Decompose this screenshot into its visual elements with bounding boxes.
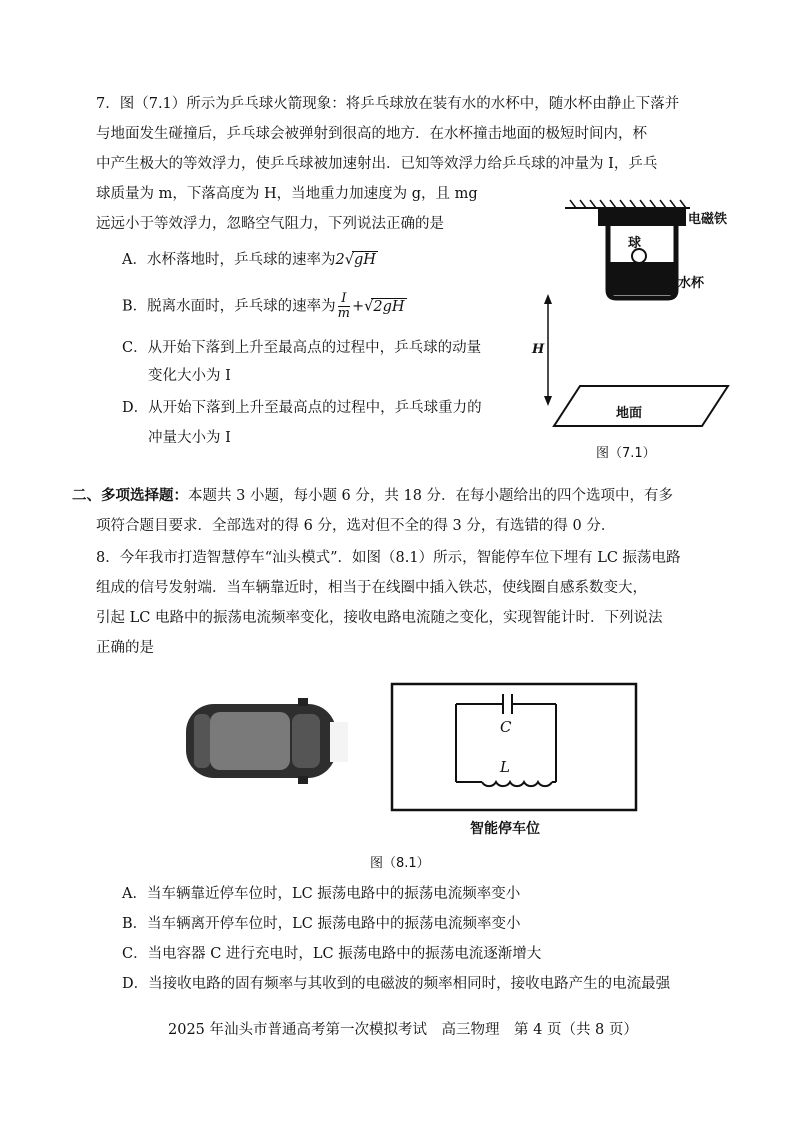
q7-option-a-radicand: gH [353,252,376,268]
q7-line-2: 与地面发生碰撞后，乒乓球会被弹射到很高的地方．在水杯撞击地面的极短时间内，杯 [96,126,647,142]
q7-option-a-coef: 2 [335,252,345,268]
q7-option-c-line-2: 变化大小为 I [148,368,231,384]
parking-slot-figure [390,682,640,822]
q7-option-b-denominator: m [337,306,350,321]
page-footer: 2025 年汕头市普通高考第一次模拟考试 高三物理 第 4 页（共 8 页） [168,1022,638,1038]
q8-option-a: A．当车辆靠近停车位时，LC 振荡电路中的振荡电流频率变小 [122,886,521,902]
q7-option-b-radicand: 2gH [373,298,405,315]
ground-label: 地面 [616,406,643,421]
q8-line-1: 8．今年我市打造智慧停车“汕头模式”．如图（8.1）所示，智能停车位下埋有 LC 振荡电路 [96,550,681,566]
ball-shape [632,249,646,263]
q8-line-3: 引起 LC 电路中的振荡电流频率变化，接收电路电流随之变化，实现智能计时．下列说法 [96,610,663,626]
figure-7-1-caption: 图（7.1） [596,446,656,461]
parking-slot-label: 智能停车位 [470,821,540,837]
q7-option-d-line-2: 冲量大小为 I [148,430,231,446]
ball-label: 球 [628,236,642,251]
q8-option-c: C．当电容器 C 进行充电时，LC 振荡电路中的振荡电流逐渐增大 [122,946,542,962]
figure-8-1-caption: 图（8.1） [370,856,430,871]
q7-line-1: 7．图（7.1）所示为乒乓球火箭现象：将乒乓球放在装有水的水杯中，随水杯由静止下落并 [96,96,680,112]
sqrt-icon: √ [344,252,354,268]
section-2-title: 二、多项选择题： [72,487,188,504]
q7-line-4: 球质量为 m，下落高度为 H，当地重力加速度为 g，且 mg [96,186,478,202]
q7-option-d-line-1: D．从开始下落到上升至最高点的过程中，乒乓球重力的 [122,400,482,416]
q8-line-2: 组成的信号发射端．当车辆靠近时，相当于在线圈中插入铁芯，使线圈自感系数变大， [96,580,647,596]
sqrt-icon: √ [364,298,374,315]
q7-option-b-text: B．脱离水面时，乒乓球的速率为 [122,298,336,315]
electromagnet-shape [598,208,686,226]
q7-option-c-line-1: C．从开始下落到上升至最高点的过程中，乒乓球的动量 [122,340,482,356]
height-label: H [532,342,545,357]
q8-option-b: B．当车辆离开停车位时，LC 振荡电路中的振荡电流频率变小 [122,916,521,932]
parking-slot-frame [392,684,636,810]
inductor-label: L [500,758,510,776]
capacitor-label: C [500,718,512,736]
q7-option-a-text: A．水杯落地时，乒乓球的速率为 [122,252,336,268]
water-shape [610,262,674,295]
q8-line-4: 正确的是 [96,640,154,656]
q7-option-b-fraction [338,292,350,321]
q7-option-b [122,292,407,321]
q7-option-b-numerator: I [338,292,350,307]
cup-label: 水杯 [678,276,705,291]
car-image [180,692,355,792]
q7-option-a [122,250,378,270]
section-2-line-2: 项符合题目要求．全部选对的得 6 分，选对但不全的得 3 分，有选错的得 0 分． [96,518,616,534]
q7-line-5: 远远小于等效浮力，忽略空气阻力，下列说法正确的是 [96,216,444,232]
magnet-label: 电磁铁 [688,212,728,227]
section-2-line-1 [72,486,673,506]
q7-line-3: 中产生极大的等效浮力，使乒乓球被加速射出．已知等效浮力给乒乓球的冲量为 I，乒乓 [96,156,658,172]
q7-option-b-plus: + [351,298,365,315]
q8-option-d: D．当接收电路的固有频率与其收到的电磁波的频率相同时，接收电路产生的电流最强 [122,976,671,992]
section-2-desc-1: 本题共 3 小题，每小题 6 分，共 18 分．在每小题给出的四个选项中，有多 [188,488,674,504]
